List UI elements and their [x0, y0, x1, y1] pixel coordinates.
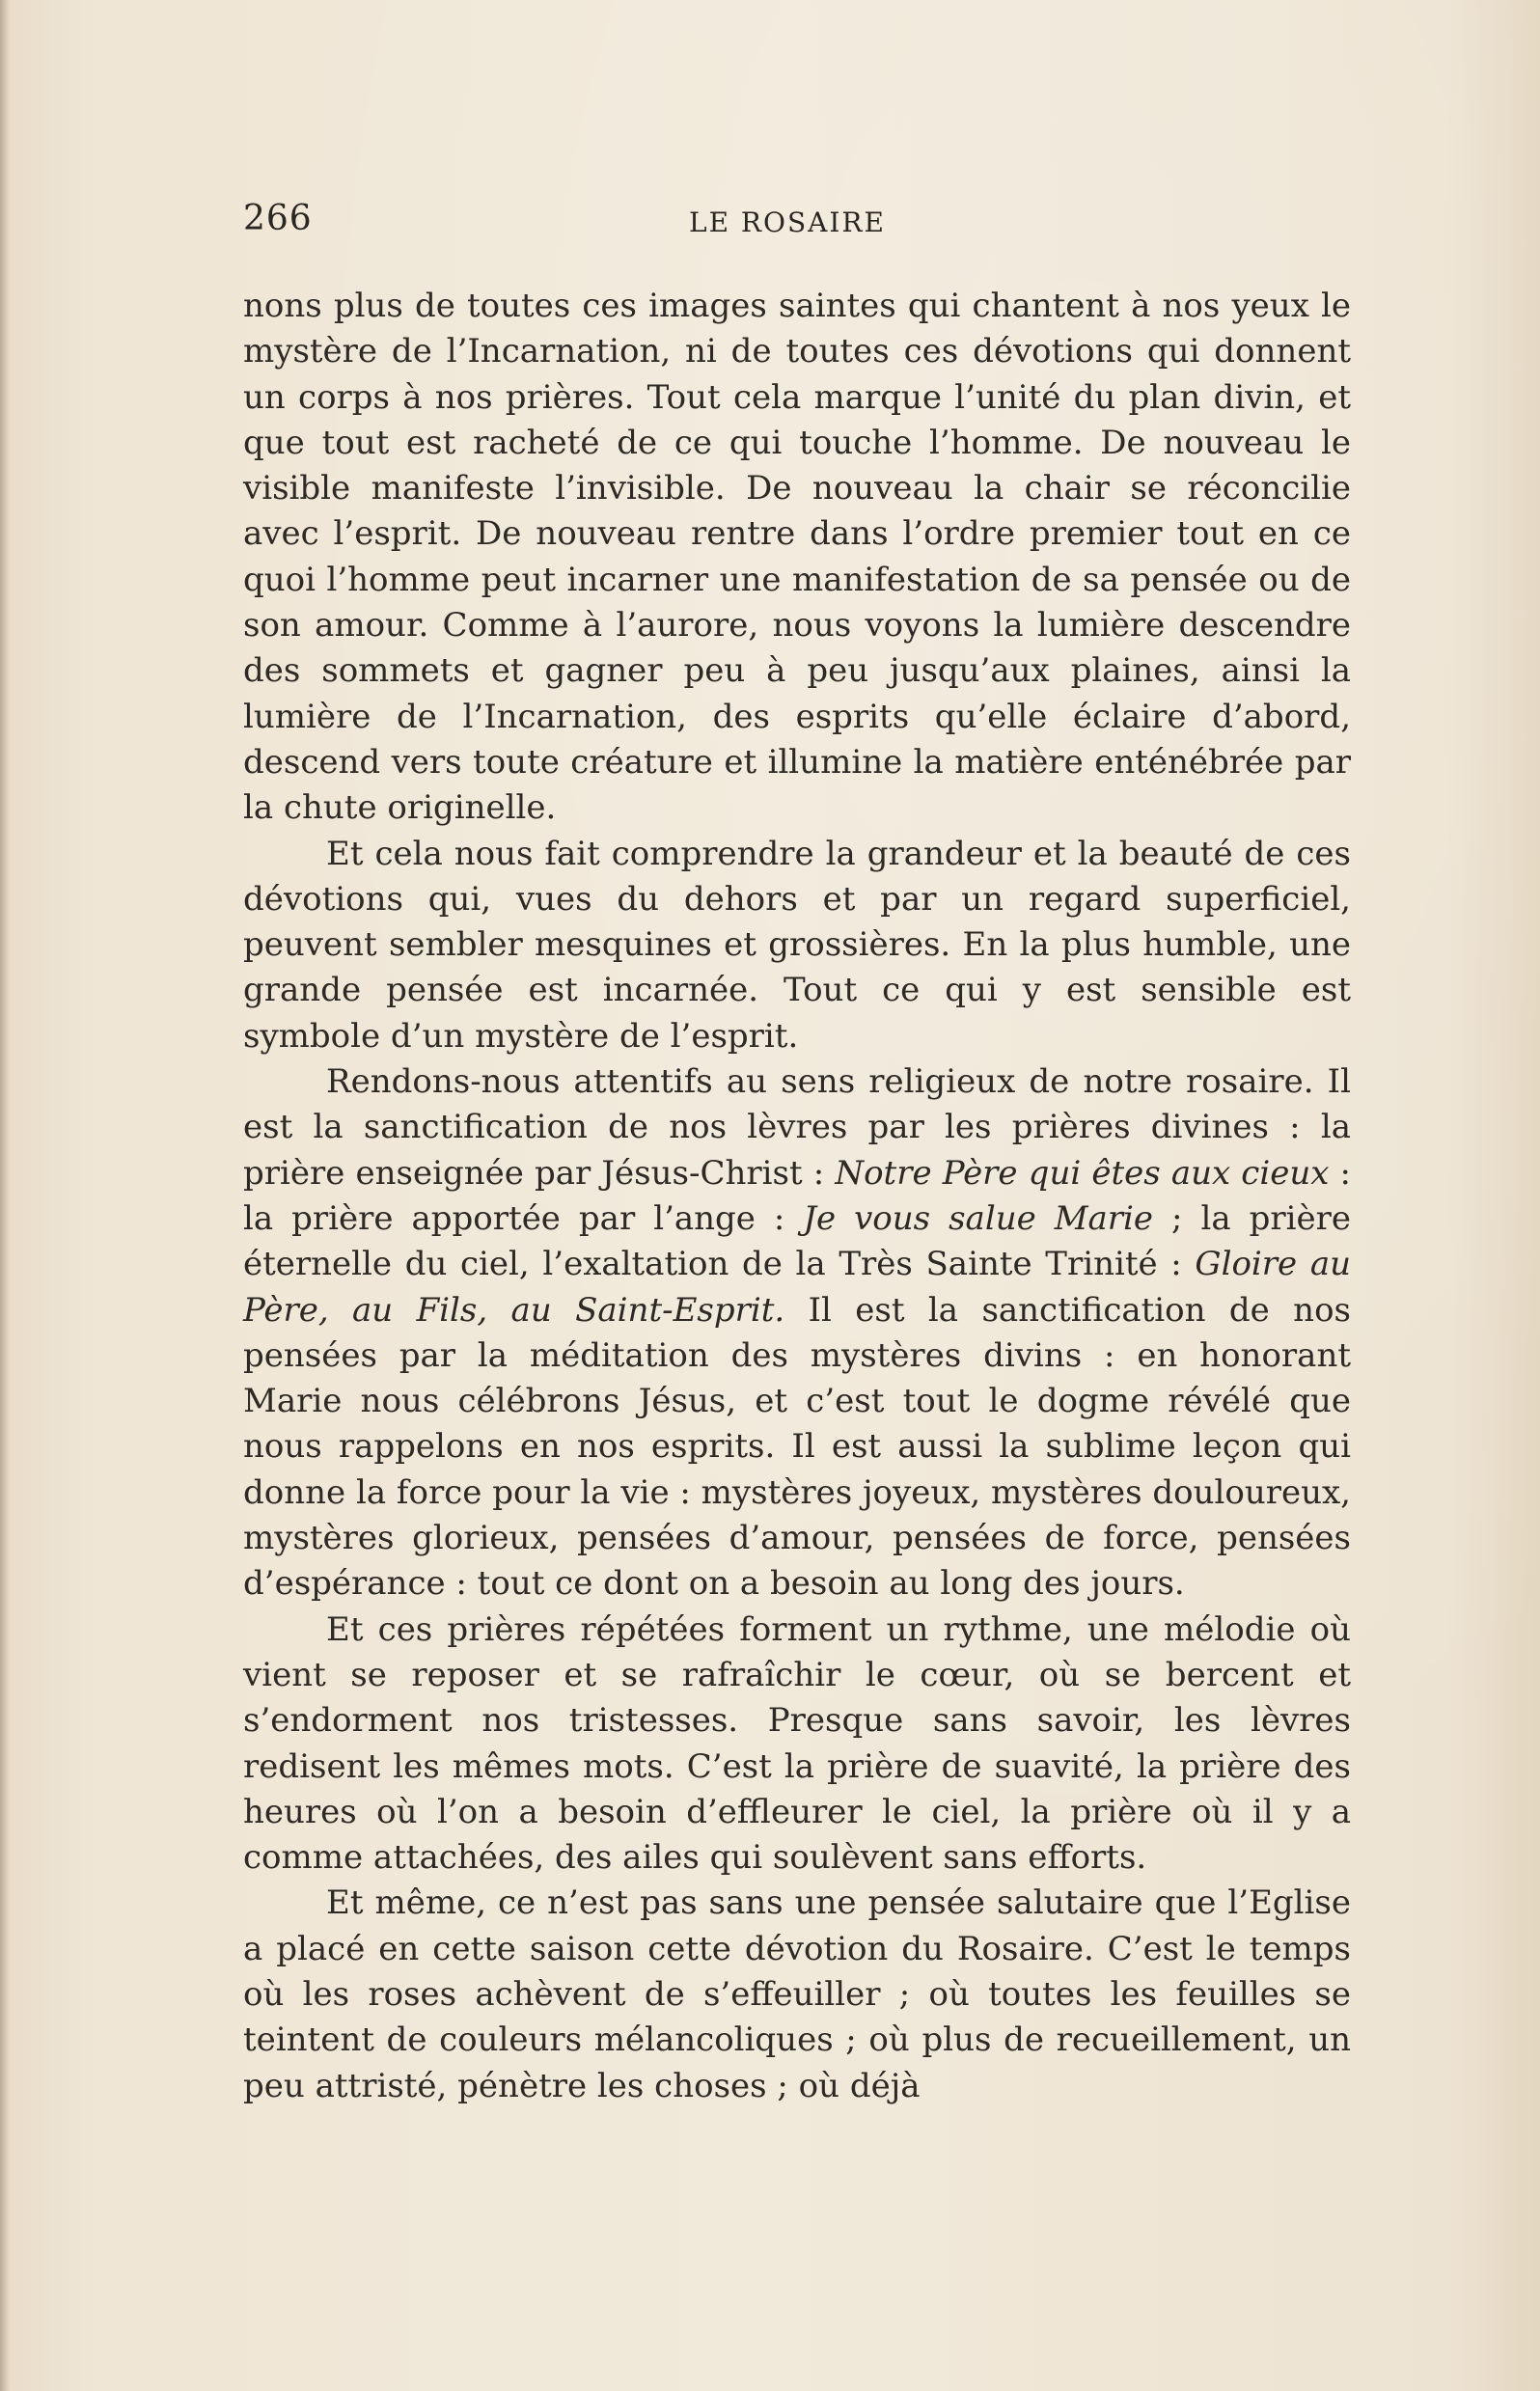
paragraph-3-text-b: : la prière apportée par l’ange : [243, 1153, 1352, 1238]
page-header [243, 199, 1353, 257]
paragraph-4-text: Et ces prières répétées forment un rythme, une mélodie où vient se reposer et se rafraîchir le cœur, où se bercent et s’endorment nos tristesses. Presque sans savoir, les lèvres redisent les mêmes mots. C’est la prière de suavité, la prière des heures où l’on a besoin d’effleurer le ciel, la prière où il y a comme attachées, des ailes qui soulèvent sans efforts. [243, 1609, 1351, 1878]
prayer-title-gloire: Gloire au Père, au Fils, au Saint-Esprit. [243, 1245, 1351, 1330]
prayer-title-notre-pere: Notre Père qui êtes aux cieux [835, 1153, 1330, 1193]
paragraph-4 [243, 1608, 1351, 1882]
paragraph-5-text: Et même, ce n’est pas sans une pensée salutaire que l’Eglise a placé en cette saison cette dévotion du Rosaire. C’est le temps où les roses achèvent de s’effeuiller ; où toutes les feuilles se teintent de couleurs mélancoliques ; où plus de recueillement, un peu attristé, pénètre les choses ; où déjà [243, 1883, 1351, 2105]
paragraph-1-text: nons plus de toutes ces images saintes qui chantent à nos yeux le mystère de l’Incarnation, ni de toutes ces dévotions qui donnent un corps à nos prières. Tout cela marque l’unité du plan divin, et que tout est racheté de ce qui touche l’homme. De nouveau le visible manifeste l’invisible. De nouveau la chair se réconcilie avec l’esprit. De nouveau rentre dans l’ordre premier tout en ce quoi l’homme peut incarner une manifestation de sa pensée ou de son amour. Comme à l’aurore, nous voyons la lumière descendre des sommets et gagner peu à peu jusqu’aux plaines, ainsi la lumière de l’Incarnation, des esprits qu’elle éclaire d’abord, descend vers toute créature et illumine la matière enténébrée par la chute originelle. [243, 287, 1351, 828]
running-title: LE ROSAIRE [689, 206, 886, 238]
paragraph-1 [243, 284, 1351, 832]
paragraph-3-text-c: ; la prière éternelle du ciel, l’exaltation de la Très Sainte Trinité : [243, 1198, 1351, 1284]
page-edge-shadow [0, 0, 10, 2391]
paragraph-2 [243, 832, 1351, 1059]
paragraph-3-text-a: Rendons-nous attentifs au sens religieux de notre rosaire. Il est la sanctification de nos lèvres par les prières divines : la prière enseignée par Jésus-Christ : [243, 1062, 1351, 1193]
body-text [243, 284, 1351, 2109]
paragraph-2-text: Et cela nous fait comprendre la grandeur et la beauté de ces dévotions qui, vues du dehors et par un regard superficiel, peuvent sembler mesquines et grossières. En la plus humble, une grande pensée est incarnée. Tout ce qui y est sensible est symbole d’un mystère de l’esprit. [243, 834, 1351, 1056]
prayer-title-je-vous-salue: Je vous salue Marie [803, 1198, 1154, 1238]
paragraph-5 [243, 1881, 1351, 2108]
paragraph-3 [243, 1059, 1351, 1608]
paragraph-3-text-d: Il est la sanctification de nos pensées par la méditation des mystères divins : en honorant Marie nous célébrons Jésus, et c’est tout le dogme révélé que nous rappelons en nos esprits. Il est aussi la sublime leçon qui donne la force pour la vie : mystères joyeux, mystères douloureux, mystères glorieux, pensées d’amour, pensées de force, pensées d’espérance : tout ce dont on a besoin au long des jours. [243, 1290, 1351, 1604]
page-number: 266 [243, 199, 313, 238]
